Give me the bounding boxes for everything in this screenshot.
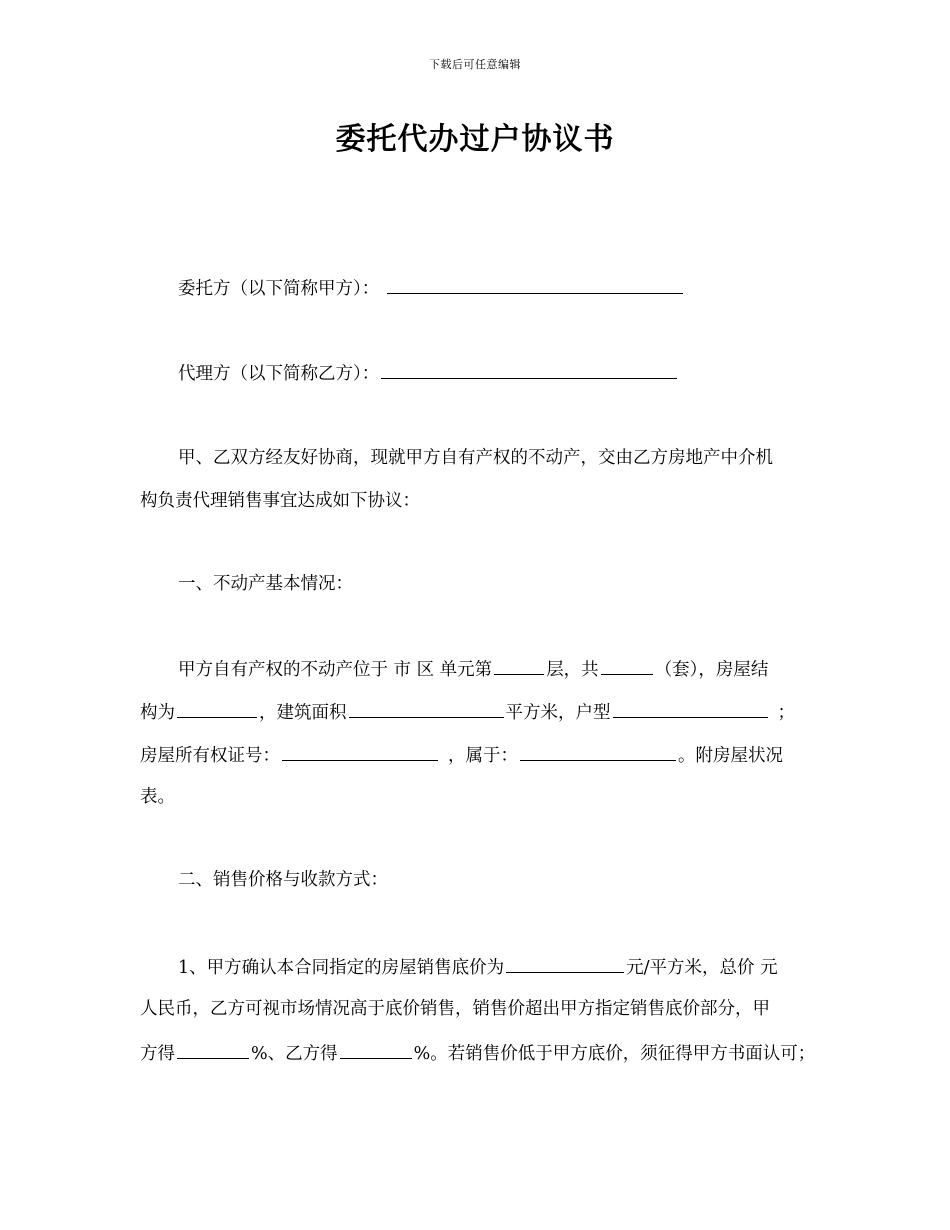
floor-blank[interactable] <box>494 654 544 675</box>
party-a-share-blank[interactable] <box>177 1038 249 1059</box>
party-b-share-blank[interactable] <box>340 1038 412 1059</box>
certificate-blank[interactable] <box>282 740 438 761</box>
base-price-label: 1、甲方确认本合同指定的房屋销售底价为 <box>178 958 505 978</box>
party-b-share-label: %、乙方得 <box>251 1044 338 1064</box>
structure-blank[interactable] <box>177 697 257 718</box>
low-price-clause: %。若销售价低于甲方底价，须征得甲方书面认可； <box>413 1044 816 1064</box>
layout-label: 平方米，户型 <box>505 703 611 723</box>
section1-heading: 一、不动产基本情况： <box>178 574 353 594</box>
principal-blank[interactable] <box>387 273 683 294</box>
s1-line-1 <box>178 654 768 682</box>
structure-label: 构为 <box>140 703 175 723</box>
s1-line-3 <box>140 740 783 768</box>
layout-blank[interactable] <box>613 697 768 718</box>
header-note: 下载后可任意编辑 <box>429 58 521 71</box>
intro-line-1: 甲、乙双方经友好协商，现就甲方自有产权的不动产，交由乙方房地产中介机 <box>178 448 773 468</box>
s1-units-suffix: （套），房屋结 <box>654 660 769 680</box>
area-blank[interactable] <box>349 697 504 718</box>
s1-floor-suffix: 层，共 <box>546 660 599 680</box>
certificate-label: 房屋所有权证号： <box>140 746 280 766</box>
s1-line2-end: ； <box>777 703 795 723</box>
belongs-blank[interactable] <box>520 740 676 761</box>
principal-label: 委托方（以下简称甲方）： <box>178 279 380 299</box>
principal-line <box>178 273 685 301</box>
document-title: 委托代办过户协议书 <box>335 122 615 157</box>
s2-line-1 <box>178 952 778 980</box>
agent-line <box>178 358 679 386</box>
party-a-share-label: 方得 <box>140 1044 175 1064</box>
s1-line-4: 表。 <box>140 787 175 807</box>
units-blank[interactable] <box>601 654 653 675</box>
total-price-text: 元/平方米，总价 元 <box>626 958 778 978</box>
area-label: ，建筑面积 <box>259 703 347 723</box>
agent-label: 代理方（以下简称乙方）： <box>178 364 380 384</box>
attachment-text: 。附房屋状况 <box>678 746 783 766</box>
belongs-label: ，属于： <box>448 746 518 766</box>
s1-location-text: 甲方自有产权的不动产位于 市 区 单元第 <box>178 660 493 680</box>
s1-line-2 <box>140 697 795 725</box>
agent-blank[interactable] <box>381 358 677 379</box>
s2-line-3 <box>140 1038 815 1066</box>
s2-line-2: 人民币，乙方可视市场情况高于底价销售，销售价超出甲方指定销售底价部分，甲 <box>140 999 770 1019</box>
intro-line-2: 构负责代理销售事宜达成如下协议： <box>140 491 420 511</box>
base-price-blank[interactable] <box>506 952 624 973</box>
section2-heading: 二、销售价格与收款方式： <box>178 870 388 890</box>
